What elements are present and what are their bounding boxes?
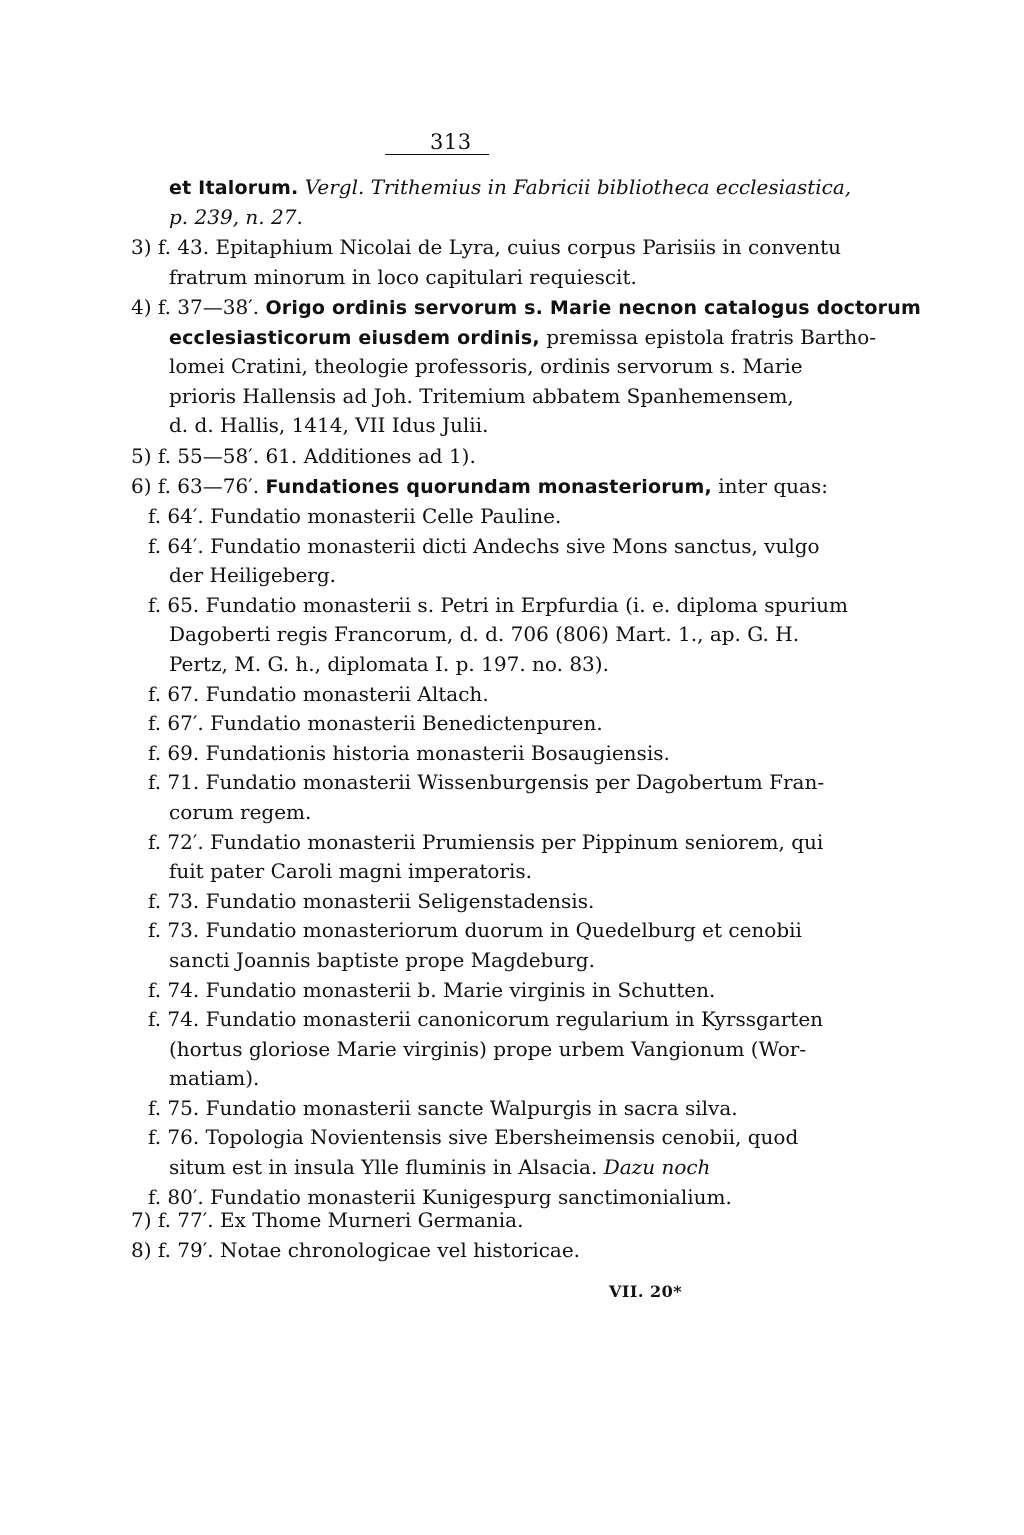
entry-7-text: Ex Thome Murneri Germania. — [220, 1208, 524, 1232]
sub-entry-text: Fundatio monasterii Prumiensis per Pippinum seniorem, qui — [210, 829, 824, 854]
sub-entry-line — [131, 1094, 781, 1124]
sub-entry-line — [131, 887, 781, 917]
entry-8-text: Notae chronologicae vel historicae. — [220, 1238, 581, 1262]
sub-entry — [131, 1094, 781, 1124]
folio-label: f. 76. — [148, 1125, 200, 1150]
page-number-rule — [385, 154, 489, 155]
sub-entry-line: corum regem. — [169, 799, 312, 824]
folio-label: f. 67. — [148, 681, 200, 706]
intro-bold: et Italorum. — [169, 177, 299, 199]
sub-entry-line: (hortus gloriose Marie virginis) prope urbem Vangionum (Wor- — [169, 1036, 807, 1061]
intro-line-1 — [169, 173, 852, 203]
entry-5-line-1 — [131, 442, 781, 472]
entry-6-title: Fundationes quorundam monasteriorum, — [265, 476, 712, 498]
sub-entry — [131, 502, 781, 532]
sub-entry-line: der Heiligeberg. — [169, 563, 337, 588]
sub-entry-line — [131, 1153, 781, 1183]
entry-5-text: Additiones ad 1). — [303, 444, 476, 468]
sub-entry-text: Fundatio monasterii Altach. — [205, 681, 489, 706]
sub-entry — [131, 768, 825, 827]
folio-label: f. 75. — [148, 1095, 200, 1120]
sub-entry-text: Fundatio monasterii Benedictenpuren. — [210, 711, 603, 736]
entry-3-label: 3) f. 43. — [131, 235, 210, 259]
sub-entry — [131, 1005, 824, 1094]
entry-7-line-1 — [131, 1206, 781, 1236]
sub-entry-text: Fundationis historia monasterii Bosaugiensis. — [205, 740, 670, 765]
sub-entry — [131, 680, 781, 710]
sub-entry — [131, 887, 781, 917]
folio-label: f. 71. — [148, 770, 200, 795]
sub-entry-text: Fundatio monasterii s. Petri in Erpfurdia (i. e. diploma spurium — [205, 592, 848, 617]
folio-label: f. 73. — [148, 888, 200, 913]
entry-3-line-1 — [131, 233, 842, 263]
sub-entry-line — [131, 976, 781, 1006]
entry-4-line-1 — [131, 293, 921, 323]
sub-entry-line — [131, 591, 848, 621]
sub-entry-text: Topologia Novientensis sive Ebersheimensis cenobii, quod — [205, 1125, 799, 1150]
sub-entry-line: fuit pater Caroli magni imperatoris. — [169, 859, 533, 884]
sub-entry — [131, 591, 848, 680]
folio-label: f. 80′. — [148, 1184, 204, 1209]
sub-entry-text: Fundatio monasterii Celle Pauline. — [210, 504, 562, 528]
sub-entry-text: Fundatio monasterii canonicorum regularium in Kyrssgarten — [205, 1007, 824, 1032]
entry-6-label: 6) f. 63—76′. — [131, 474, 260, 498]
sub-entry-text: Fundatio monasterii Kunigespurg sanctimonialium. — [210, 1184, 732, 1209]
sub-entry-line — [131, 828, 824, 858]
entry-8-line-1 — [131, 1236, 781, 1266]
sub-entry-line — [131, 680, 781, 710]
sub-entry-text: Fundatio monasterii dicti Andechs sive Mons sanctus, vulgo — [210, 533, 820, 558]
entry-3 — [131, 233, 842, 292]
folio-label: f. 64′. — [148, 533, 204, 558]
sub-entry — [131, 739, 781, 769]
entry-6 — [131, 472, 828, 502]
editorial-note: Dazu noch — [603, 1155, 711, 1180]
entry-4-text-2: premissa epistola fratris Bartho- — [546, 324, 877, 349]
folio-label: f. 73. — [148, 918, 200, 943]
sub-entry-line — [131, 768, 825, 798]
intro-line-2: p. 239, n. 27. — [169, 204, 303, 229]
sub-entry-line — [131, 532, 820, 562]
entry-6-line-1 — [131, 472, 828, 502]
sub-entry-line: matiam). — [169, 1066, 260, 1091]
intro-block — [169, 173, 852, 232]
sub-entry-line — [131, 709, 781, 739]
folio-label: f. 67′. — [148, 711, 204, 736]
entry-4-line-3: lomei Cratini, theologie professoris, ordinis servorum s. Marie — [169, 354, 803, 379]
entry-6-text: inter quas: — [718, 474, 828, 498]
sub-entry-text: Fundatio monasterii Seligenstadensis. — [205, 888, 595, 913]
sub-entry-text: Fundatio monasterii Wissenburgensis per Dagobertum Fran- — [205, 770, 825, 795]
folio-label: f. 72′. — [148, 829, 204, 854]
entry-8 — [131, 1236, 781, 1266]
signature-mark: VII. 20* — [609, 1282, 683, 1301]
folio-label: f. 64′. — [148, 504, 204, 528]
entry-4-title: Origo ordinis servorum s. Marie necnon catalogus doctorum — [265, 297, 921, 319]
entry-7 — [131, 1206, 781, 1236]
entry-4-line-2 — [131, 323, 877, 353]
sub-entry-line — [131, 739, 781, 769]
sub-entries-list — [131, 502, 848, 1212]
entry-4-label: 4) f. 37—38′. — [131, 295, 260, 319]
entry-5 — [131, 442, 781, 472]
entry-3-line-2: fratrum minorum in loco capitulari requiescit. — [169, 264, 637, 289]
sub-entry — [131, 828, 824, 887]
sub-entry-line — [131, 916, 802, 946]
sub-entry — [131, 709, 781, 739]
folio-label: f. 69. — [148, 740, 200, 765]
page-number: 313 — [430, 130, 472, 154]
intro-reference: Vergl. Trithemius in Fabricii bibliotheca ecclesiastica, — [304, 175, 852, 199]
entry-4-title-cont: ecclesiasticorum eiusdem ordinis, — [169, 326, 540, 349]
sub-entry-line: sancti Joannis baptiste prope Magdeburg. — [169, 947, 595, 972]
sub-entry-text: situm est in insula Ylle fluminis in Alsacia. — [169, 1155, 598, 1180]
sub-entry-text: Fundatio monasterii b. Marie virginis in Schutten. — [205, 977, 716, 1002]
folio-label: f. 74. — [148, 977, 200, 1002]
sub-entry-text: Fundatio monasteriorum duorum in Quedelburg et cenobii — [205, 918, 802, 943]
entry-4-line-5: d. d. Hallis, 1414, VII Idus Julii. — [169, 413, 489, 438]
entry-7-label: 7) f. 77′. — [131, 1208, 214, 1232]
sub-entry-line: Pertz, M. G. h., diplomata I. p. 197. no. 83). — [169, 651, 609, 676]
entry-8-label: 8) f. 79′. — [131, 1238, 214, 1262]
entry-4 — [131, 293, 921, 441]
folio-label: f. 74. — [148, 1007, 200, 1032]
sub-entry-line — [131, 1123, 799, 1153]
entry-5-label: 5) f. 55—58′. 61. — [131, 444, 298, 468]
sub-entry-text: Fundatio monasterii sancte Walpurgis in sacra silva. — [205, 1095, 738, 1120]
sub-entry — [131, 976, 781, 1006]
sub-entry-line: Dagoberti regis Francorum, d. d. 706 (806) Mart. 1., ap. G. H. — [169, 622, 800, 647]
sub-entry — [131, 916, 802, 975]
sub-entry — [131, 532, 820, 591]
sub-entry — [131, 1123, 799, 1182]
entry-4-line-4: prioris Hallensis ad Joh. Tritemium abbatem Spanhemensem, — [169, 383, 794, 408]
sub-entry-line — [131, 502, 781, 532]
folio-label: f. 65. — [148, 592, 200, 617]
entry-3-text: Epitaphium Nicolai de Lyra, cuius corpus Parisiis in conventu — [215, 235, 842, 259]
sub-entry-line — [131, 1005, 824, 1035]
